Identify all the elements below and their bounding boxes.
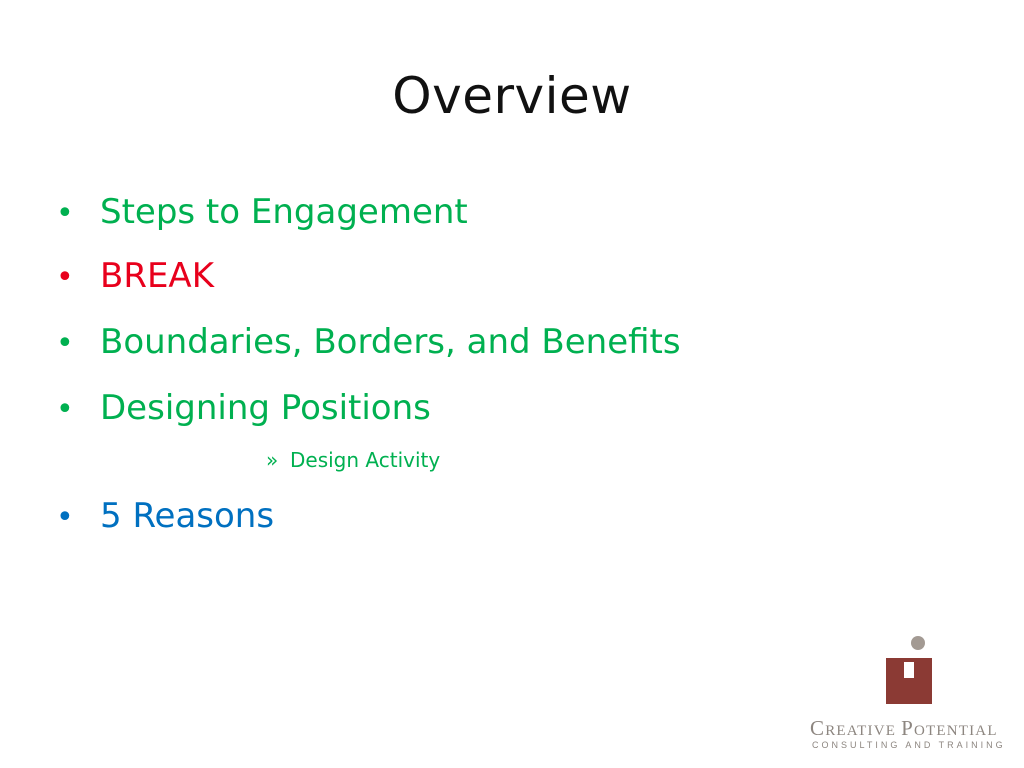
bullet-text: Boundaries, Borders, and Benefits <box>100 322 681 362</box>
logo-square-notch <box>904 662 914 678</box>
bullet-text: 5 Reasons <box>100 496 275 536</box>
sub-bullet-text: Design Activity <box>290 448 441 472</box>
bullet-marker: • <box>56 392 74 427</box>
logo-square-icon <box>886 658 932 704</box>
logo-circle-icon <box>911 636 925 650</box>
creative-potential-logo <box>810 632 1010 756</box>
bullet-item-steps-to-engagement <box>56 190 468 236</box>
bullet-item-break <box>56 254 214 300</box>
bullet-marker: • <box>56 260 74 295</box>
bullet-item-designing-positions <box>56 386 431 432</box>
sub-bullet-marker: » <box>266 448 279 472</box>
sub-bullet-design-activity <box>266 446 440 474</box>
logo-tagline: CONSULTING AND TRAINING <box>812 740 1006 750</box>
bullet-text: Steps to Engagement <box>100 192 468 232</box>
slide-title: Overview <box>392 67 632 125</box>
bullet-marker: • <box>56 326 74 361</box>
bullet-text: Designing Positions <box>100 388 431 428</box>
bullet-marker: • <box>56 196 74 231</box>
bullet-item-5-reasons <box>56 494 274 540</box>
bullet-text: BREAK <box>100 256 214 296</box>
bullet-marker: • <box>56 500 74 535</box>
bullet-item-boundaries <box>56 320 681 366</box>
logo-name: CREATIVE POTENTIAL <box>810 716 998 740</box>
